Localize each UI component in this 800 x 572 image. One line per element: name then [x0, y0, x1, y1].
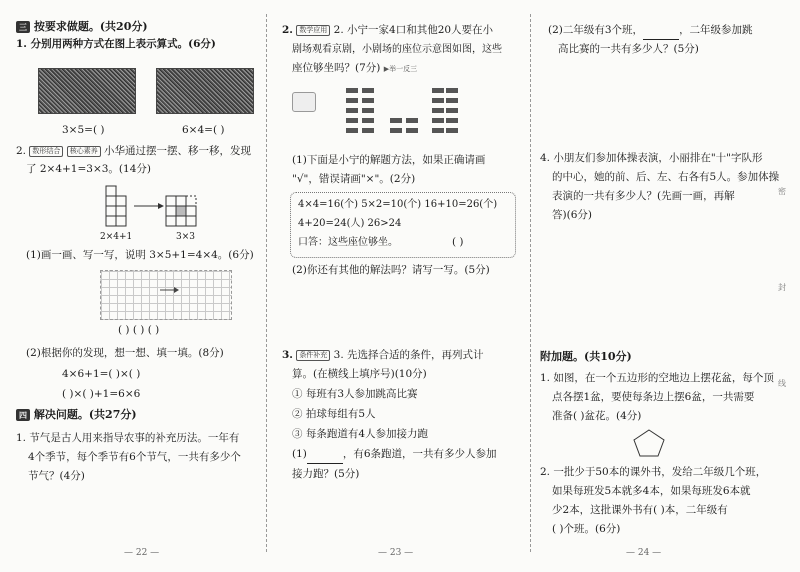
condition-blank-input[interactable] — [643, 27, 679, 40]
seat — [446, 88, 458, 93]
conditions-question-line-1: 3. 条件补充 3. 先选择合适的条件，再列式计 — [282, 349, 484, 361]
page-number: — 23 — — [378, 548, 414, 558]
seat — [432, 98, 444, 103]
section-heading-1: 三 按要求做题。(共20分) — [16, 18, 256, 36]
extension-note: ▶举一反三 — [383, 65, 418, 73]
bonus-2-line-4: ( )个班。(6分) — [552, 523, 621, 535]
bonus-2-line-2: 如果每班发5本就多4本，如果每班发6本就 — [552, 485, 751, 497]
grid-answer-parens: ( ) ( ) ( ) — [118, 324, 160, 336]
conditions-part-2-line-2: 高比赛的一共有多少人？(5分) — [558, 43, 699, 55]
equation-6x4: 6×4=( ) — [182, 124, 225, 136]
condition-1: ① 每班有3人参加跳高比赛 — [292, 388, 418, 400]
dot-array-image-2 — [156, 68, 254, 114]
seal-line-char: 封 — [778, 283, 786, 292]
equation-3x5: 3×5=( ) — [62, 124, 105, 136]
seat — [446, 98, 458, 103]
question-1: 1. 分别用两种方式在图上表示算式。(6分) — [16, 38, 216, 50]
seat — [406, 128, 418, 133]
bonus-1-line-1: 1. 如图，在一个五边形的空地边上摆花盆，每个顶 — [540, 372, 774, 384]
dot-array-image-1 — [38, 68, 136, 114]
seat — [346, 128, 358, 133]
gymnastics-question-line-2: 的中心，她的前、后、左、右各有5人。参加体操 — [552, 171, 780, 183]
bonus-1-line-2: 点各摆1盆，要使每条边上摆6盆，一共需要 — [552, 391, 755, 403]
seat — [446, 108, 458, 113]
question-2-line-1: 2. 数形结合 核心素养 小华通过摆一摆、移一移，发现 — [16, 145, 252, 157]
seat — [406, 118, 418, 123]
gymnastics-question-line-4: 答)(6分) — [552, 209, 592, 221]
square-arrangement-figure — [100, 184, 200, 230]
question-badge: 核心素养 — [67, 146, 101, 157]
theatre-question-line-1: 2. 数学应用 2. 小宁一家4口和其他20人要在小 — [282, 24, 494, 36]
theatre-question-line-2: 剧场观看京剧，小剧场的座位示意图如图，这些 — [292, 44, 502, 55]
seat — [432, 118, 444, 123]
section-number-icon: 四 — [16, 409, 30, 421]
column-divider-2 — [530, 14, 531, 552]
seat — [346, 108, 358, 113]
conditions-part-1: (1) ，有6条跑道，一共有多少人参加 — [292, 446, 497, 464]
bonus-heading: 附加题。(共10分) — [540, 350, 632, 363]
question-tag: 条件补充 — [296, 350, 330, 361]
section-heading-2: 四 解决问题。(共27分) — [16, 406, 137, 424]
question-2-part-2: (2)根据你的发现，想一想、填一填。(8分) — [26, 347, 224, 359]
column-page-22 — [16, 18, 256, 54]
seat — [346, 88, 358, 93]
gymnastics-question-line-1: 4. 小朋友们参加体操表演，小丽排在"十"字队形 — [540, 152, 763, 164]
solution-line-2: 4+20=24(人) 26>24 — [298, 218, 402, 229]
seat — [362, 98, 374, 103]
theatre-question-line-3: 座位够坐吗？(7分) ▶举一反三 — [292, 62, 418, 74]
judge-answer-parens[interactable]: ( ) — [452, 236, 464, 248]
question-2-line-2: 了 2×4+1=3×3。(14分) — [26, 163, 151, 175]
seat — [362, 88, 374, 93]
condition-2: ② 拍球每组有5人 — [292, 408, 376, 420]
seat — [432, 88, 444, 93]
seat — [362, 128, 374, 133]
seat — [446, 128, 458, 133]
seat — [432, 128, 444, 133]
part-2-prompt: (2)你还有其他的解法吗？请写一写。(5分) — [292, 264, 490, 276]
drawing-grid[interactable] — [100, 270, 232, 320]
question-tag: 数学应用 — [296, 25, 330, 36]
pentagon-figure — [632, 428, 666, 458]
solution-line-3: 口答：这些座位够坐。 — [298, 237, 398, 248]
fill-in-formula-2: ( )×( )+1=6×6 — [62, 388, 141, 400]
word-problem-1-line-2: 4个季节，每个季节有6个节气，一共有多少个 — [28, 451, 241, 463]
question-2-part-1: (1)画一画、写一写，说明 3×5+1=4×4。(6分) — [26, 249, 254, 261]
conditions-part-2-line-1: (2)二年级有3个班， ，二年级参加跳 — [548, 22, 753, 40]
figure-caption-right: 3×3 — [176, 232, 195, 242]
stage-icon — [292, 92, 316, 112]
seal-line-char: 密 — [778, 187, 786, 196]
condition-3: ③ 每条跑道有4人参加接力跑 — [292, 428, 429, 440]
condition-blank-input[interactable] — [307, 451, 343, 464]
figure-caption-left: 2×4+1 — [100, 232, 133, 242]
column-divider-1 — [266, 14, 267, 552]
seat — [346, 118, 358, 123]
conditions-part-1-line-2: 接力跑？(5分) — [292, 468, 360, 480]
seat — [362, 118, 374, 123]
seat — [390, 128, 402, 133]
seat — [432, 108, 444, 113]
page-number: — 24 — — [626, 548, 662, 558]
page-number: — 22 — — [124, 548, 160, 558]
solution-line-1: 4×4=16(个) 5×2=10(个) 16+10=26(个) — [298, 199, 498, 210]
seat — [446, 118, 458, 123]
gymnastics-question-line-3: 表演的一共有多少人？(先画一画，再解 — [552, 190, 735, 202]
seal-line-char: 线 — [778, 379, 786, 388]
seat — [390, 118, 402, 123]
grid-arrow-icon — [160, 286, 180, 294]
fill-in-formula-1: 4×6+1=( )×( ) — [62, 368, 141, 380]
bonus-2-line-1: 2. 一批少于50本的课外书，发给二年级几个班， — [540, 466, 767, 478]
bonus-2-line-3: 少2本，这批课外书有( )本，二年级有 — [552, 504, 728, 516]
question-tag: 数形结合 — [29, 146, 63, 157]
conditions-question-line-2: 算。(在横线上填序号)(10分) — [292, 368, 427, 380]
section-number-icon: 三 — [16, 21, 30, 33]
bonus-1-line-3: 准备( )盆花。(4分) — [552, 410, 642, 422]
seat — [362, 108, 374, 113]
part-1-line-1: (1)下面是小宁的解题方法，如果正确请画 — [292, 154, 486, 166]
word-problem-1-line-3: 节气？(4分) — [28, 470, 85, 482]
seat — [346, 98, 358, 103]
word-problem-1-line-1: 1. 节气是古人用来指导农事的补充历法。一年有 — [16, 432, 240, 444]
part-1-line-2: "√"，错误请画"×"。(2分) — [292, 173, 416, 185]
seat-map — [346, 88, 458, 152]
